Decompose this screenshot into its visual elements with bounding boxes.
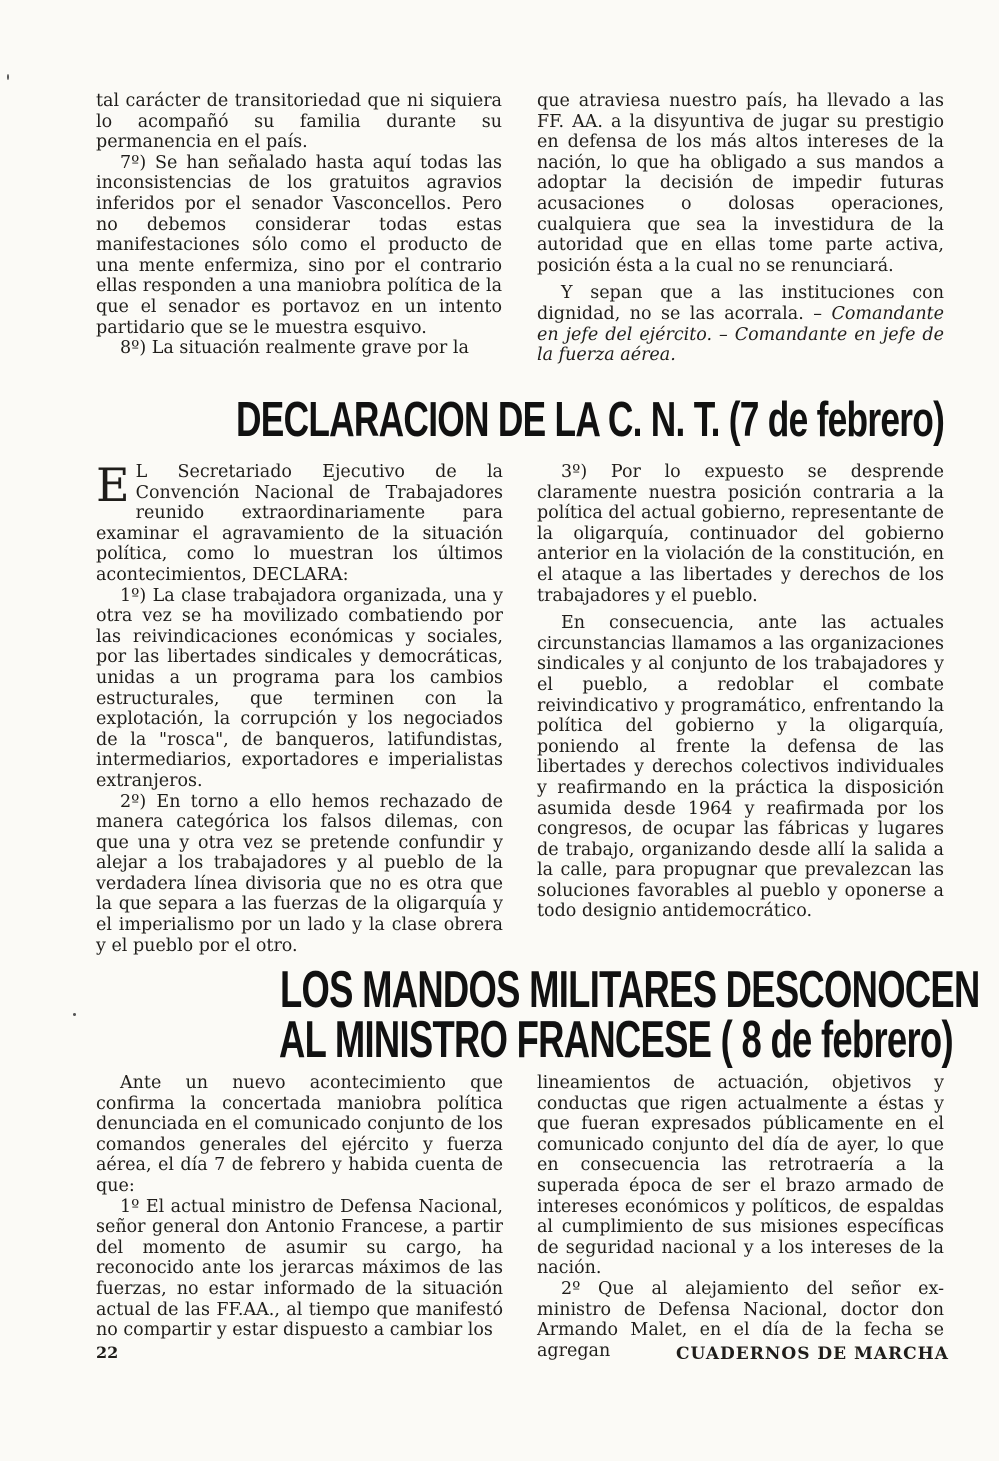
- headline-mandos-line2: AL MINISTRO FRANCESE ( 8 de febrero): [279, 1011, 953, 1069]
- top-left-column: [96, 91, 502, 359]
- paragraph: 2º) En torno a ello hemos rechazado de manera categórica los falsos dilemas, con que una y otra vez se pretende confundir y alejar a los trabajadores y al pueblo de la verdadera línea divisoria que no es otra que la que separa a las fuerzas de la oligarquía y el imperialismo por un lado y la clase obrera y el pueblo por el otro.: [96, 791, 503, 956]
- paragraph: [96, 458, 503, 586]
- signature: Comandante en jefe del ejército. – Comandante en jefe de la fuerza aérea.: [537, 303, 944, 366]
- paragraph: que atraviesa nuestro país, ha llevado a las FF. AA. a la disyuntiva de jugar su prestigio en defensa de los más altos intereses de la nación, lo que ha obligado a sus mandos a adoptar la decisión de impedir futuras acusaciones o dolosas operaciones, cualquiera que sea la investidura de la autoridad que en ellas tome parte activa, posición ésta a la cual no se renunciará.: [537, 91, 944, 276]
- dropcap: E: [96, 458, 130, 512]
- paragraph: lineamientos de actuación, objetivos y conductas que rigen actualmente a éstas y que fueran expresados públicamente en el comunicado conjunto del día de ayer, lo que en consecuencia las retrotraería a la superada época de ser el brazo armado de intereses económicos y políticos, de espaldas al cumplimiento de sus misiones específicas de seguridad nacional y a los intereses de la nación.: [537, 1073, 944, 1279]
- paragraph: 3º) Por lo expuesto se desprende claramente nuestra posición contraria a la política del actual gobierno, representante de la oligarquía, continuador del gobierno anterior en la violación de la constitución, en el ataque a las libertades y derechos de los trabajadores y el pueblo.: [537, 462, 944, 606]
- scan-speck: [7, 74, 9, 80]
- cnt-right-column: [537, 462, 944, 922]
- paragraph: 7º) Se han señalado hasta aquí todas las inconsistencias de los gratuitos agravios inferidos por el senador Vasconcellos. Pero no debemos considerar todas estas manifestaciones sólo como el producto de una mente enfermiza, sino por el contrario ellas responden a una maniobra política de la que el senador es portavoz en un intento partidario que se le muestra esquivo.: [96, 152, 502, 338]
- paragraph: 1º) La clase trabajadora organizada, una y otra vez se ha movilizado combatiendo por las reivindicaciones económicas y sociales, por las libertades sindicales y democráticas, unidas a un programa para los cambios estructurales, que terminen con la explotación, la corrupción y los negociados de la "rosca", de banqueros, latifundistas, intermediarios, exportadores e imperialistas extranjeros.: [96, 585, 503, 791]
- cnt-left-column: [96, 458, 503, 956]
- paragraph: Ante un nuevo acontecimiento que confirma la concertada maniobra política denunciada en el comunicado conjunto de los comandos generales del ejército y fuerza aérea, el día 7 de febrero y habida cuenta de que:: [96, 1073, 503, 1196]
- page-number: 22: [96, 1343, 119, 1362]
- paragraph: tal carácter de transitoriedad que ni siquiera lo acompañó su familia durante su permanencia en el país.: [96, 91, 502, 153]
- paragraph: [537, 283, 944, 365]
- paragraph: 1º El actual ministro de Defensa Nacional, señor general don Antonio Francese, a partir del momento de asumir su cargo, ha reconocido ante los jerarcas máximos de las fuerzas, no estar informado de la situación actual de las FF.AA., al tiempo que manifestó no compartir y estar dispuesto a cambiar los: [96, 1196, 503, 1341]
- intro-text: L Secretariado Ejecutivo de la Convención Nacional de Trabajadores reunido extraordinariamente para examinar el agravamiento de la situación política, como lo muestran los últimos acontecimientos, DECLARA:: [96, 462, 503, 585]
- headline-mandos-line1: LOS MANDOS MILITARES DESCONOCEN: [280, 961, 980, 1019]
- top-right-column: [537, 91, 944, 366]
- headline-cnt: DECLARACION DE LA C. N. T. (7 de febrero): [236, 393, 945, 447]
- mandos-left-column: [96, 1073, 503, 1341]
- mandos-right-column: [537, 1073, 944, 1361]
- closing-text: Y sepan que a las instituciones con dignidad, no se las acorrala. –: [537, 283, 944, 324]
- publication-name: CUADERNOS DE MARCHA: [676, 1344, 949, 1364]
- scan-speck: [73, 1013, 76, 1016]
- paragraph: En consecuencia, ante las actuales circunstancias llamamos a las organizaciones sindicales y al conjunto de los trabajadores y el pueblo, a redoblar el combate reivindicativo y programático, enfrentando la política del gobierno y la oligarquía, poniendo al frente la defensa de las libertades y derechos colectivos individuales y reafirmando en la práctica la disposición asumida desde 1964 y reafirmada por los congresos, de ocupar las fábricas y lugares de trabajo, organizando desde allí la salida a la calle, para propugnar que prevalezcan las soluciones favorables al pueblo y oponerse a todo designio antidemocrático.: [537, 613, 944, 922]
- paragraph: 2º Que al alejamiento del señor ex-ministro de Defensa Nacional, doctor don Armando Malet, en el día de la fecha se agregan: [537, 1278, 944, 1361]
- paragraph: 8º) La situación realmente grave por la: [120, 338, 469, 359]
